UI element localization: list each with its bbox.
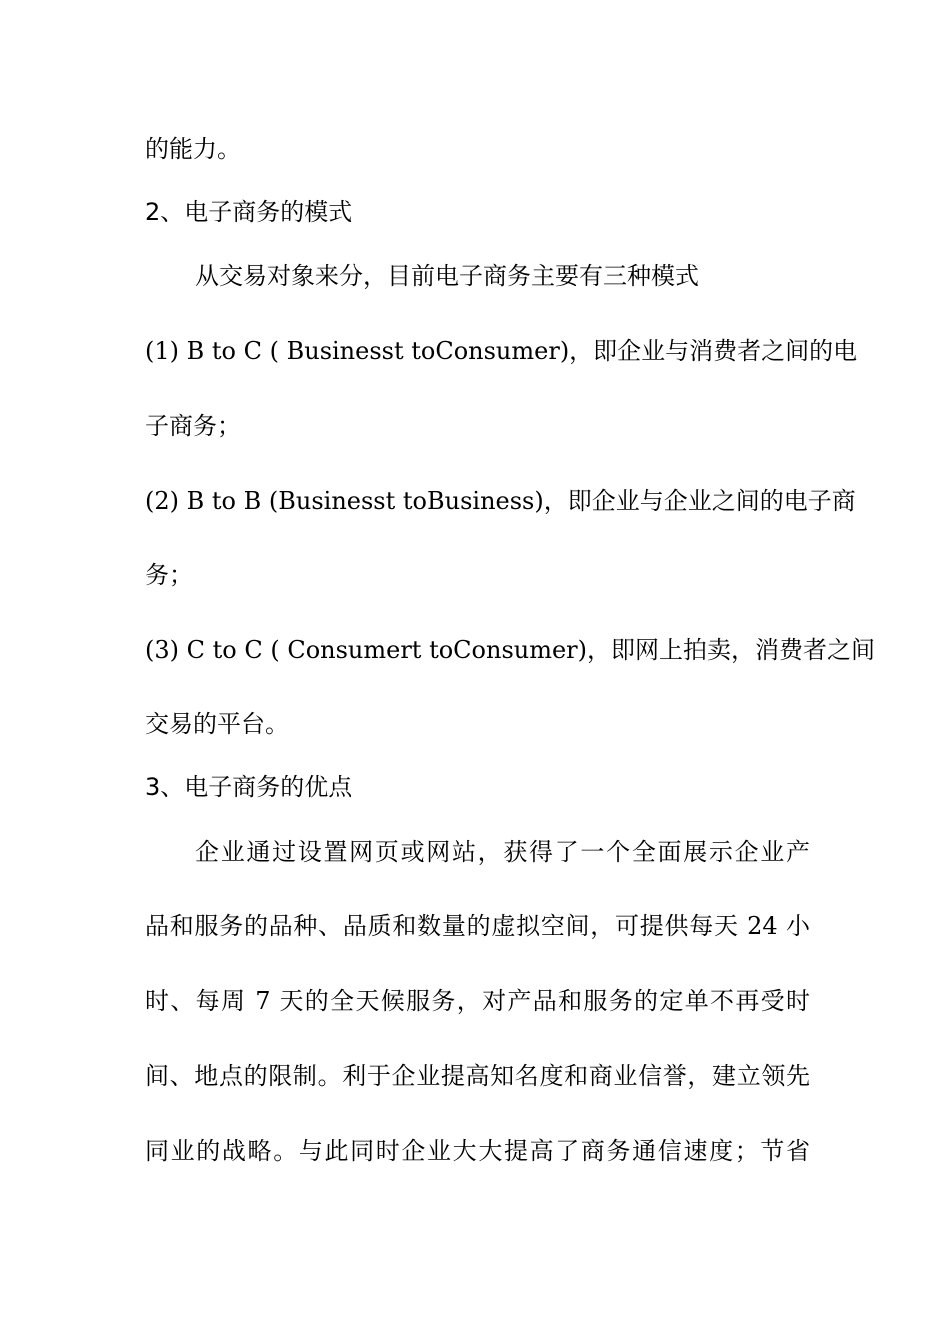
list-item-2-line-2: 务； xyxy=(145,561,193,589)
paragraph-advantages-line-2: 品和服务的品种、品质和数量的虚拟空间，可提供每天 24 小 xyxy=(145,912,810,940)
paragraph-advantages-line-5: 同业的战略。与此同时企业大大提高了商务通信速度；节省 xyxy=(145,1137,810,1165)
list-item-1-line-1: (1) B to C ( Businesst toConsumer)，即企业与消费者之间的电 xyxy=(145,337,858,365)
list-item-3-line-1: (3) C to C ( Consumert toConsumer)，即网上拍卖，消费者之间 xyxy=(145,636,876,664)
list-item-3-line-2: 交易的平台。 xyxy=(145,710,289,738)
text-line-continuation: 的能力。 xyxy=(145,135,241,163)
paragraph-advantages-line-1: 企业通过设置网页或网站，获得了一个全面展示企业产 xyxy=(195,838,810,866)
paragraph-intro-line: 从交易对象来分，目前电子商务主要有三种模式 xyxy=(195,262,699,290)
list-item-2-line-1: (2) B to B (Businesst toBusiness)，即企业与企业之间的电子商 xyxy=(145,487,856,515)
section-heading-2: 2、电子商务的模式 xyxy=(145,198,353,226)
list-item-1-line-2: 子商务； xyxy=(145,412,241,440)
section-heading-3: 3、电子商务的优点 xyxy=(145,773,353,801)
paragraph-advantages-line-4: 间、地点的限制。利于企业提高知名度和商业信誉，建立领先 xyxy=(145,1062,810,1090)
paragraph-advantages-line-3: 时、每周 7 天的全天候服务，对产品和服务的定单不再受时 xyxy=(145,987,810,1015)
